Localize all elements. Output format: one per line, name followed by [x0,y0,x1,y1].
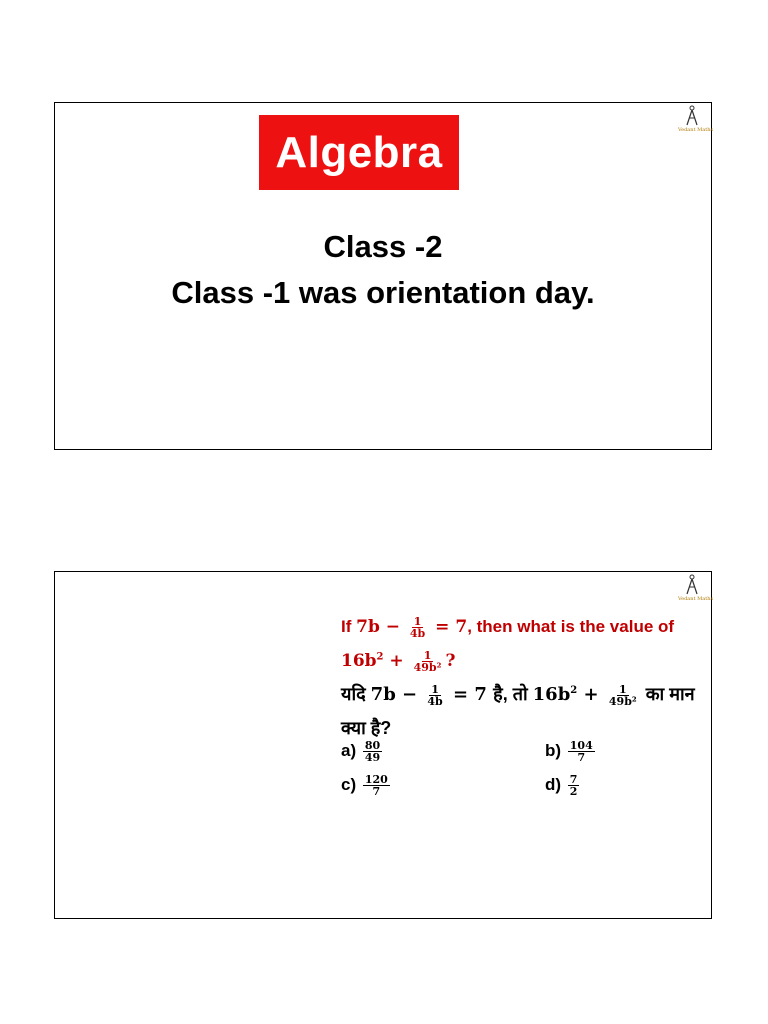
title-banner [259,115,459,190]
option-fraction [363,740,382,763]
plus-sign: + [577,684,605,705]
fraction-numerator: 1 [423,649,432,662]
fraction-numerator: 104 [569,739,593,752]
fraction [412,650,444,673]
logo-text: Vedant Maths [678,596,714,602]
expression-term: 16b [532,684,571,705]
question-hindi-line2: क्या है? [341,718,392,738]
fraction-numerator: 1 [618,682,627,696]
option-a[interactable] [341,740,384,763]
equation-rhs: = 7 [429,616,468,637]
page-title: Algebra [275,127,443,177]
exponent: 2 [570,685,578,696]
question-text: है, तो [493,684,533,704]
option-fraction [363,774,390,797]
fraction-denominator: 4b [409,627,426,640]
fraction-denominator: 4b [427,694,443,708]
option-fraction [568,740,595,763]
logo [678,105,714,139]
fraction-numerator: 120 [364,773,388,786]
fraction-denominator: 49b² [413,661,442,674]
option-c[interactable] [341,774,392,797]
question-text-end: का मान [640,684,695,704]
equation-lhs: 7b − [356,616,406,637]
option-b[interactable] [545,740,597,763]
question-english-line2 [341,650,455,673]
question-mark: ? [445,651,456,671]
option-label: c) [341,774,357,794]
logo [678,574,714,608]
fraction-denominator: 2 [569,785,578,798]
class-number: Class -2 [323,229,443,264]
question-english-line1 [341,616,674,639]
fraction [607,684,639,707]
fraction-denominator: 7 [372,785,381,798]
equation-lhs: 7b − [370,684,424,705]
slide-2 [54,571,712,919]
option-label: a) [341,740,357,760]
question-prefix: If [341,616,357,636]
plus-sign: + [383,651,410,671]
fraction [425,684,444,707]
option-fraction [568,774,580,797]
fraction-denominator: 7 [577,751,586,764]
question-hindi-line1 [341,682,695,707]
class-note: Class -1 was orientation day. [171,275,595,310]
logo-text: Vedant Maths [678,127,714,133]
fraction-denominator: 49b² [608,694,637,708]
fraction-numerator: 80 [364,739,381,752]
fraction-numerator: 7 [569,773,578,786]
compass-icon [685,574,699,596]
option-label: d) [545,774,562,794]
fraction-denominator: 49 [364,751,381,764]
option-label: b) [545,740,562,760]
option-d[interactable] [545,774,581,797]
fraction [408,616,427,639]
expression-term: 16b [341,651,377,671]
fraction-numerator: 1 [413,615,422,628]
question-text: , then what is the value of [467,616,675,636]
compass-icon [685,105,699,127]
fraction-numerator: 1 [431,682,439,696]
slide-1 [54,102,712,450]
question-prefix: यदि [341,684,371,704]
exponent: 2 [376,651,384,663]
equation-rhs: = 7 [446,684,494,705]
